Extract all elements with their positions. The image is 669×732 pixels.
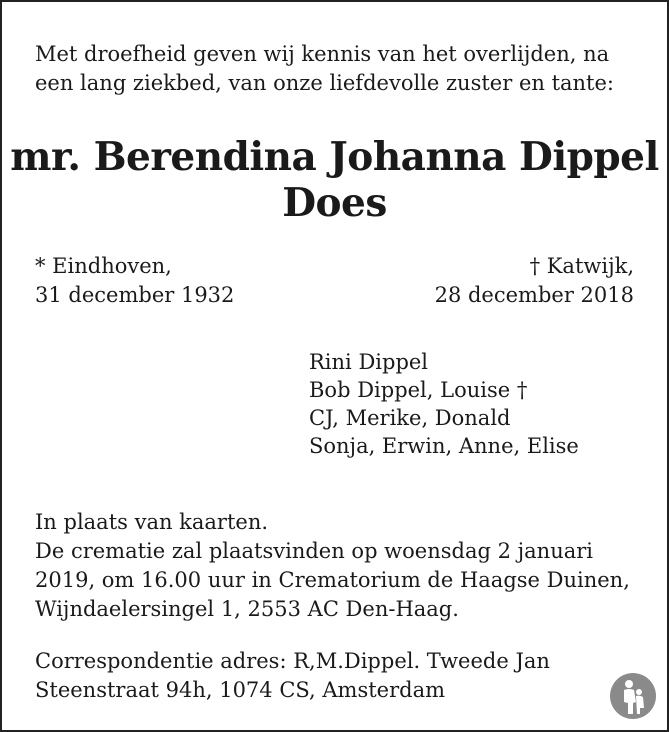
deceased-name <box>2 134 667 226</box>
intro-text <box>35 40 655 98</box>
birth-date: 31 december 1932 <box>35 283 235 307</box>
family-list <box>309 348 579 460</box>
birth-info <box>35 252 234 310</box>
info-line: 2019, om 16.00 uur in Crematorium de Haagse Duinen, <box>35 568 630 592</box>
family-line: Rini Dippel <box>309 350 429 374</box>
corr-line: Steenstraat 94h, 1074 CS, Amsterdam <box>35 678 446 702</box>
info-line: In plaats van kaarten. <box>35 510 269 534</box>
death-date: 28 december 2018 <box>434 283 634 307</box>
intro-line: een lang ziekbed, van onze liefdevolle zuster en tante: <box>35 71 614 95</box>
memorial-figure-icon <box>609 672 657 720</box>
death-info <box>435 252 634 310</box>
family-line: CJ, Merike, Donald <box>309 406 511 430</box>
family-line: Bob Dippel, Louise † <box>309 378 528 402</box>
name-line: mr. Berendina Johanna Dippel <box>10 134 659 180</box>
birth-place: * Eindhoven, <box>35 254 172 278</box>
info-line: De crematie zal plaatsvinden op woensdag 2 januari <box>35 539 594 563</box>
ceremony-info <box>35 508 655 624</box>
info-line: Wijndaelersingel 1, 2553 AC Den-Haag. <box>35 597 459 621</box>
family-line: Sonja, Erwin, Anne, Elise <box>309 434 579 458</box>
corr-line: Correspondentie adres: R,M.Dippel. Tweede Jan <box>35 649 550 673</box>
death-place: † Katwijk, <box>529 254 634 278</box>
intro-line: Met droefheid geven wij kennis van het overlijden, na <box>35 42 610 66</box>
correspondence-address <box>35 647 595 705</box>
name-line: Does <box>282 180 387 226</box>
